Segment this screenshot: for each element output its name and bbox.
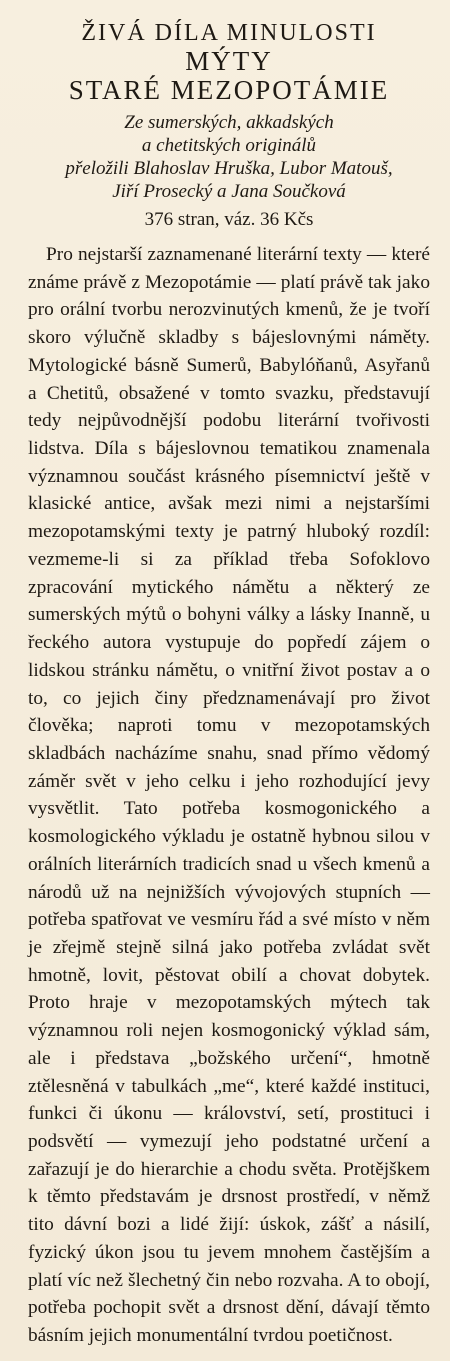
subtitle-line-2: a chetitských originálů — [141, 135, 317, 156]
book-title-line-2: STARÉ MEZOPOTÁMIE — [68, 75, 390, 105]
series-title: ŽIVÁ DÍLA MINULOSTI — [81, 20, 377, 46]
translators-line-2: Jiří Prosecký a Jana Součková — [112, 181, 346, 202]
body-paragraph: Pro nejstarší zaznamenané literární texty — které známe právě z Mezopotámie — platí právě tak jako pro orální tvorbu nerozvinutých kmenů, že je tvoří skoro výlučně skladby s bájeslovnými náměty. Mytologické básně Sumerů, Babylóňanů, Asyřanů a Chetitů, obsažené v tomto svazku, představují tedy nejpůvodnější podobu literární tvořivosti lidstva. Díla s bájeslovnou tematikou znamenala významnou součást krásného písemnictví ještě v klasické antice, avšak mezi nimi a nejstaršími mezopotamskými texty je patrný hluboký rozdíl: vezmeme-li si za příklad třeba Sofoklovo zpracování mytického námětu a některý ze sumerských mýtů o bohyni války a lásky Inanně, u řeckého autora vystupuje do popředí zájem o lidskou stránku námětu, o vnitřní život postav a o to, co jejich činy předznamenávají pro život člověka; naproti tomu v mezopotamských skladbách nacházíme snahu, snad přímo vědomý záměr svět v jeho celku i jeho rozhodující jevy vysvětlit. Tato potřeba kosmogonického a kosmologického výkladu je ostatně hybnou silou v orálních literárních tradicích snad u všech kmenů a národů už na nejnižších vývojových stupních — potřeba spatřovat ve vesmíru řád a své místo v něm je zřejmě stejně silná jako potřeba zvládat svět hmotně, lovit, pěstovat obilí a chovat dobytek. Proto hraje v mezopotamských mýtech tak významnou roli nejen kosmogonický výklad sám, ale i představa „božského určení“, hmotně ztělesněná v tabulkách „me“, které každé instituci, funkci či úkonu — království, setí, prostituci i podsvětí — vymezují jeho podstatné určení a zařazují je do hierarchie a chodu světa. Protějškem k těmto představám je drsnost prostředí, v němž tito dávní bozi a lidé žijí: úskok, zášť a násilí, fyzický úkon jsou tu jevem mnohem častějším a platí víc než šlechetný čin nebo rozvaha. A to obojí, potřeba pochopit svět a drsnost dění, dávají těmto básním jejich monumentální tvrdou poetičnost. — [28, 244, 430, 1347]
translators-line-1: přeložili Blahoslav Hruška, Lubor Matouš, — [65, 158, 393, 179]
book-price-info: 376 stran, váz. 36 Kčs — [144, 209, 314, 230]
book-title-line-1: MÝTY — [185, 46, 273, 76]
subtitle-line-1: Ze sumerských, akkadských — [124, 112, 334, 133]
